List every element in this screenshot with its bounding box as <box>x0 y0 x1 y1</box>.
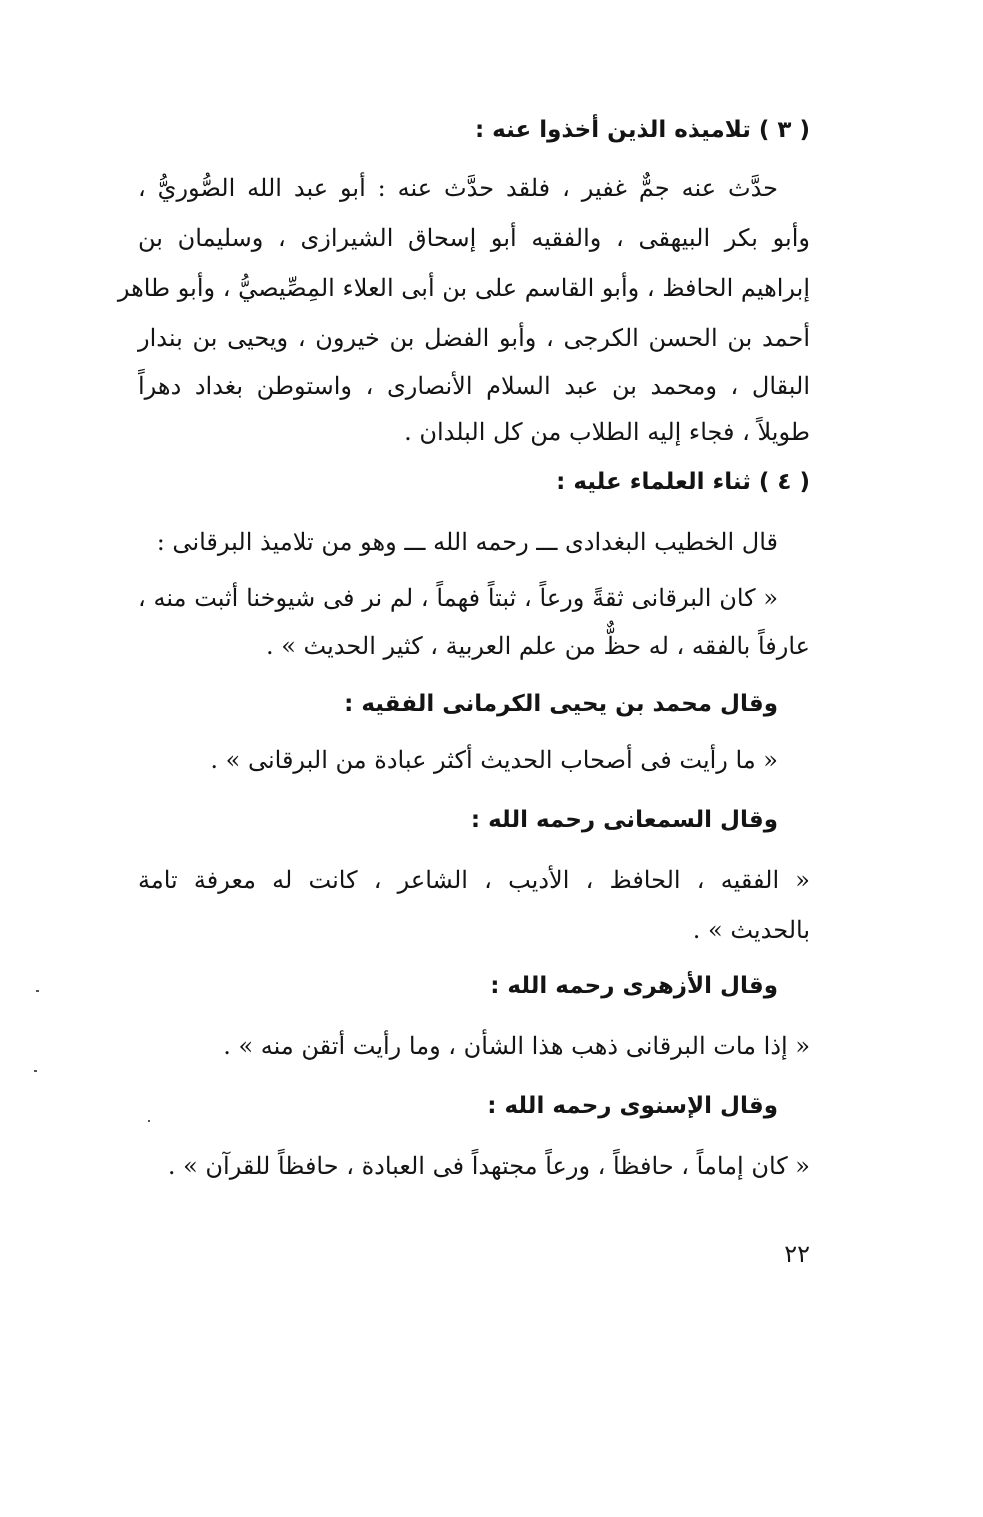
azhari-heading: وقال الأزهرى رحمه الله : <box>490 973 778 999</box>
khatib-quote-line-2: عارفاً بالفقه ، له حظٌّ من علم العربية ، كثير الحديث » . <box>265 632 810 660</box>
isnawi-heading: وقال الإسنوى رحمه الله : <box>487 1093 778 1119</box>
kirmani-heading: وقال محمد بن يحيى الكرمانى الفقيه : <box>344 691 778 717</box>
scan-speck <box>36 990 39 992</box>
azhari-quote: « إذا مات البرقانى ذهب هذا الشأن ، وما رأيت أتقن منه » . <box>223 1032 810 1060</box>
students-line-5: البقال ، ومحمد بن عبد السلام الأنصارى ، واستوطن بغداد دهراً <box>138 372 810 400</box>
kirmani-quote: « ما رأيت فى أصحاب الحديث أكثر عبادة من البرقانى » . <box>210 746 778 774</box>
students-line-6: طويلاً ، فجاء إليه الطلاب من كل البلدان . <box>404 418 810 446</box>
samani-heading: وقال السمعانى رحمه الله : <box>470 807 778 833</box>
scan-speck <box>34 1070 37 1072</box>
samani-quote-line-1: « الفقيه ، الحافظ ، الأديب ، الشاعر ، كانت له معرفة تامة <box>138 866 810 894</box>
khatib-quote-line-1: « كان البرقانى ثقةً ورعاً ، ثبتاً فهماً ، لم نر فى شيوخنا أثبت منه ، <box>138 584 778 612</box>
students-line-3: إبراهيم الحافظ ، وأبو القاسم على بن أبى العلاء المِصِّيصيُّ ، وأبو طاهر <box>117 274 810 302</box>
samani-quote-line-2: بالحديث » . <box>692 916 810 944</box>
isnawi-quote: « كان إماماً ، حافظاً ، ورعاً مجتهداً فى العبادة ، حافظاً للقرآن » . <box>167 1152 810 1180</box>
students-line-2: وأبو بكر البيهقى ، والفقيه أبو إسحاق الشيرازى ، وسليمان بن <box>138 224 810 252</box>
scan-speck <box>148 1120 150 1122</box>
students-heading: ( ٣ ) تلاميذه الذين أخذوا عنه : <box>474 117 810 143</box>
page-number: ٢٢ <box>784 1240 810 1268</box>
khatib-intro: قال الخطيب البغدادى ـــ رحمه الله ـــ وهو من تلاميذ البرقانى : <box>156 528 778 556</box>
students-line-1: حدَّث عنه جمٌّ غفير ، فلقد حدَّث عنه : أبو عبد الله الصُّوريُّ ، <box>138 174 778 202</box>
students-line-4: أحمد بن الحسن الكرجى ، وأبو الفضل بن خيرون ، ويحيى بن بندار <box>138 324 810 352</box>
praise-heading: ( ٤ ) ثناء العلماء عليه : <box>556 469 810 495</box>
